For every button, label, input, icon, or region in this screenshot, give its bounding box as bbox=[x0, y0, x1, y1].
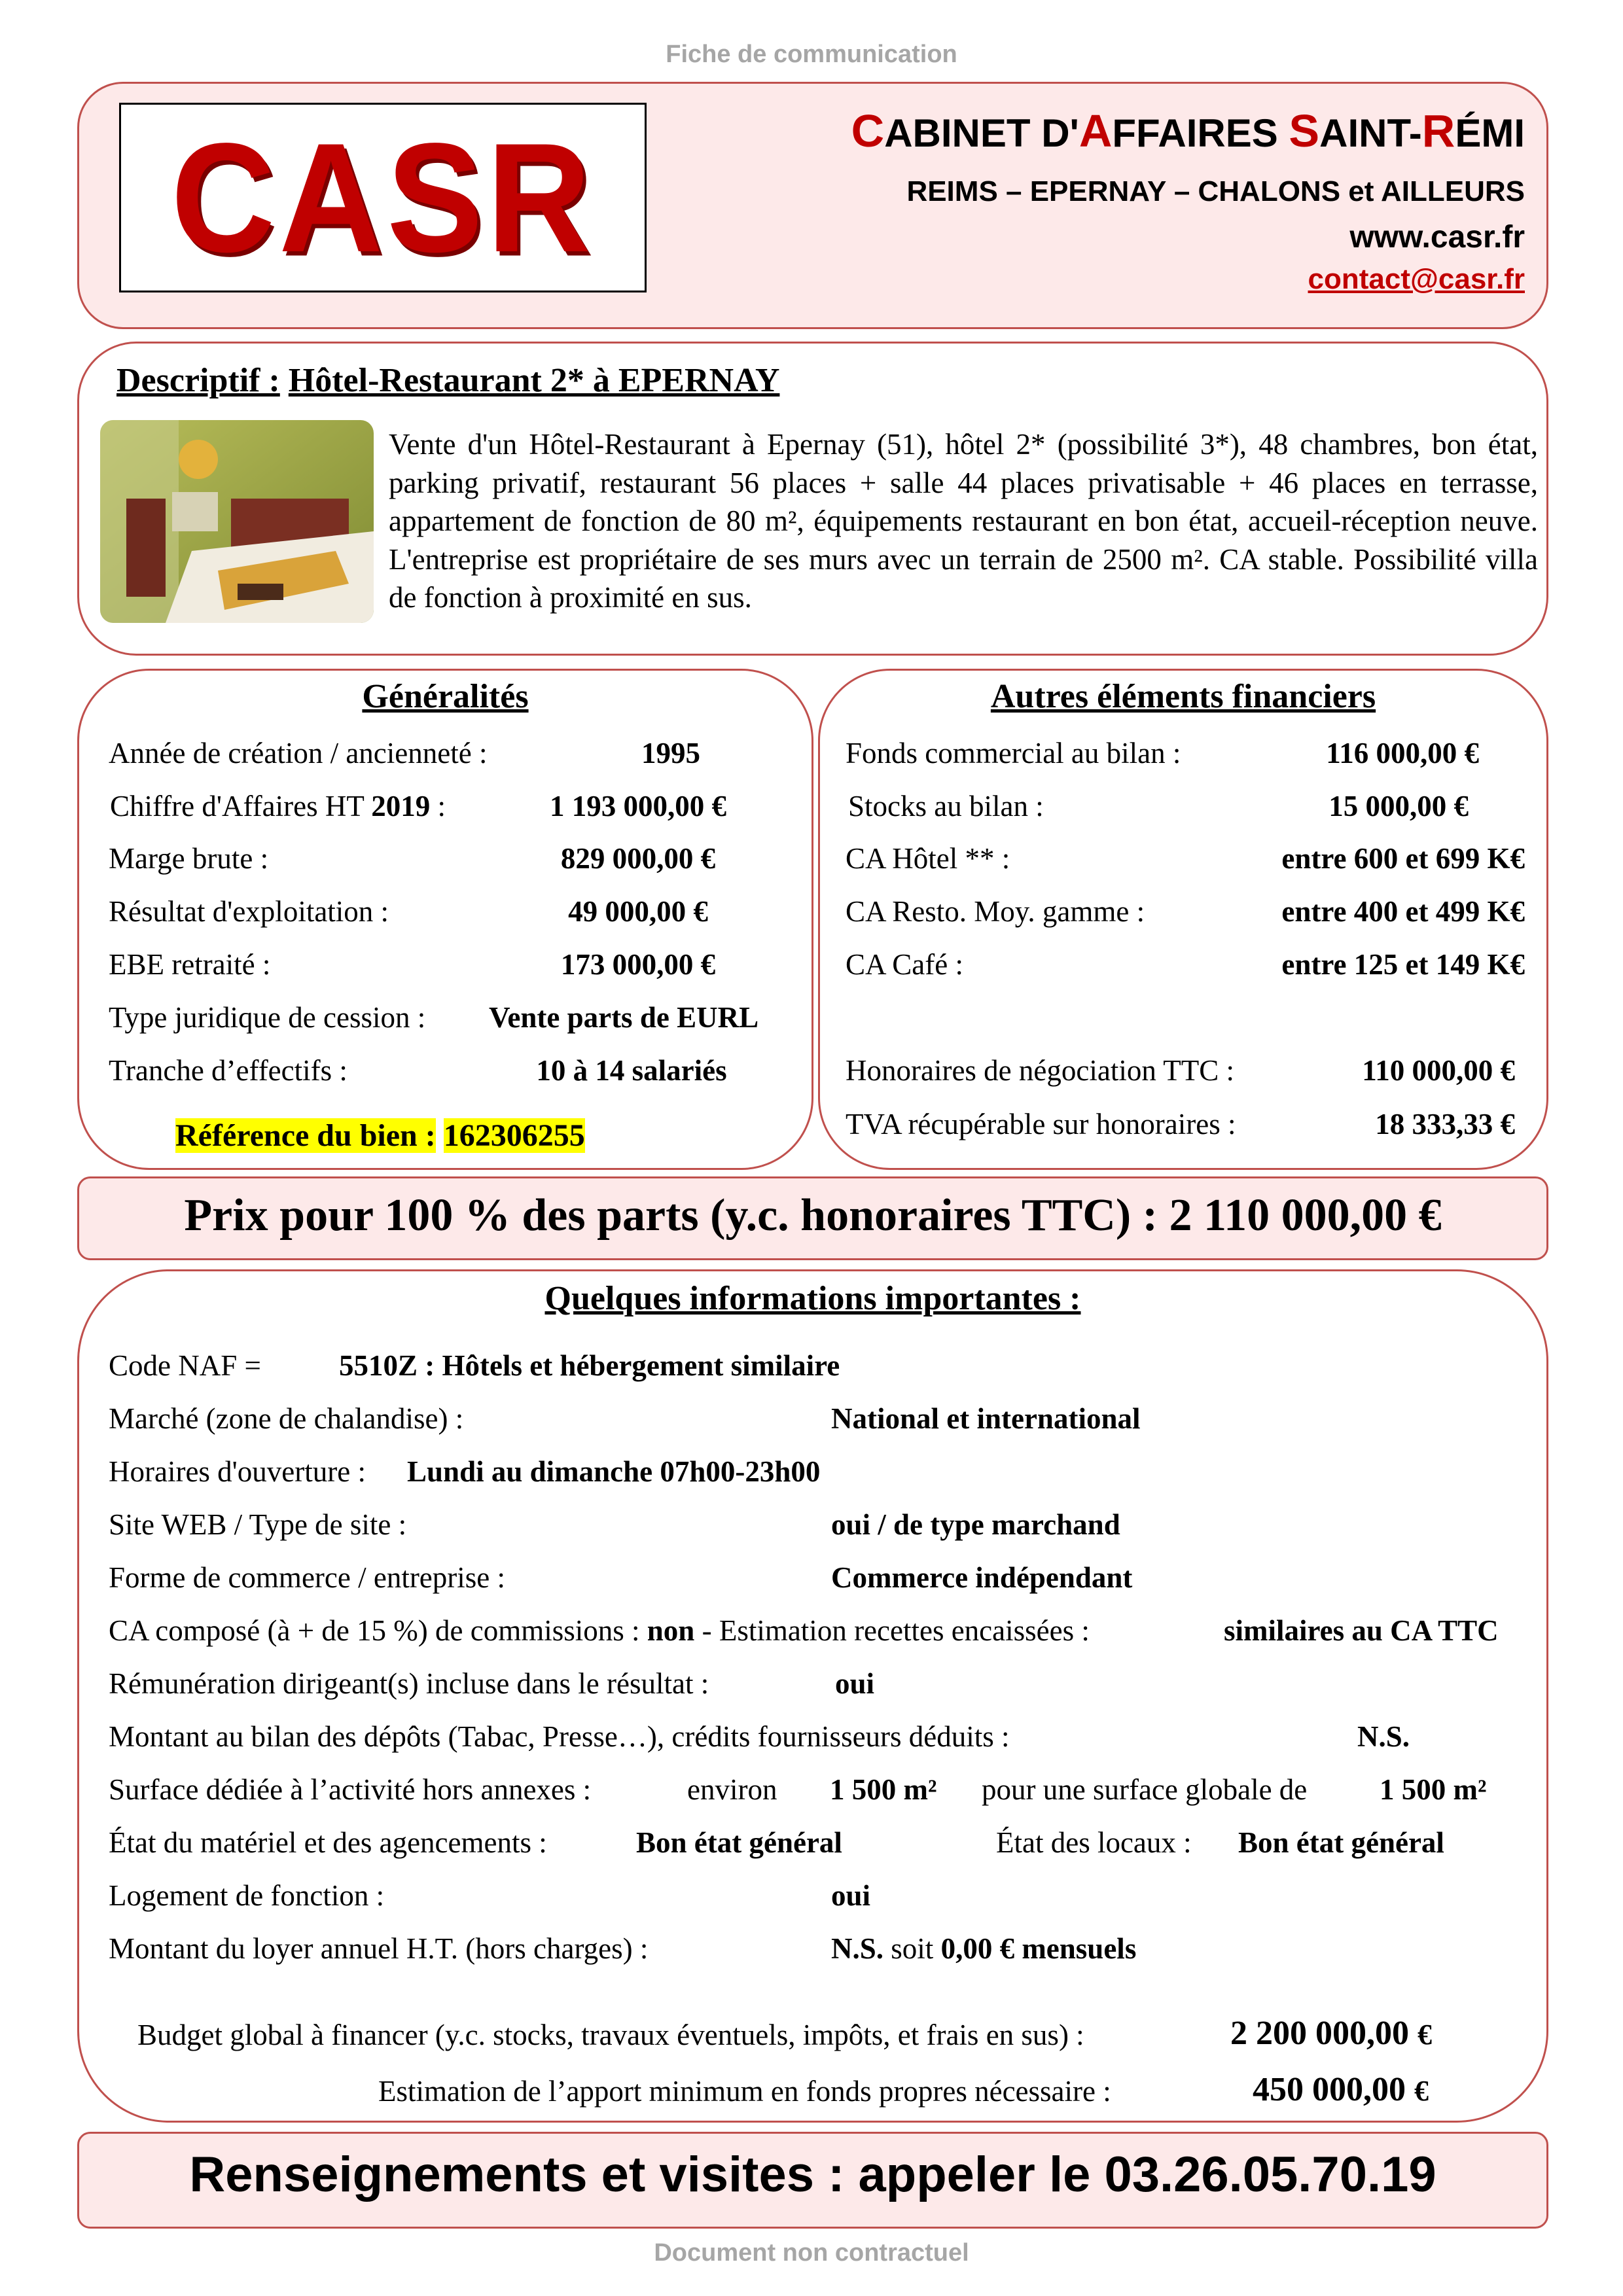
descriptif-text: Vente d'un Hôtel-Restaurant à Epernay (51), hôtel 2* (possibilité 3*), 48 chambres, bon état, parking privatif, restaurant 56 places + salle 44 places privatisable + 46 places en terrasse, appartement de fonction de 80 m², équipements restaurant en bon état, accueil-réception neuve. L'entreprise est propriétaire de ses murs avec un terrain de 2500 m². CA stable. Possibilité villa de fonction à proximité en sus. bbox=[389, 428, 1538, 614]
surface-label: Surface dédiée à l’activité hors annexes : bbox=[109, 1773, 592, 1806]
autres-row-label: Honoraires de négociation TTC : bbox=[846, 1054, 1235, 1087]
forme-value: Commerce indépendant bbox=[831, 1561, 1133, 1594]
budget-label: Budget global à financer (y.c. stocks, travaux éventuels, impôts, et frais en sus) : bbox=[137, 2019, 1084, 2051]
gen-row-value: Vente parts de EURL bbox=[489, 1001, 759, 1034]
materiel-label: État du matériel et des agencements : bbox=[109, 1826, 547, 1859]
autres-row-value: entre 125 et 149 K€ bbox=[1281, 948, 1525, 981]
autres-row-label: TVA récupérable sur honoraires : bbox=[846, 1108, 1236, 1140]
materiel-value: Bon état général bbox=[636, 1826, 842, 1859]
estimation-value: similaires au CA TTC bbox=[1224, 1614, 1499, 1647]
top-caption: Fiche de communication bbox=[666, 41, 957, 68]
autres-row-value: 18 333,33 € bbox=[1375, 1108, 1515, 1140]
infos-title: Quelques informations importantes : bbox=[544, 1280, 1081, 1317]
gen-row-value: 829 000,00 € bbox=[560, 842, 716, 875]
forme-label: Forme de commerce / entreprise : bbox=[109, 1561, 506, 1594]
autres-row-value: entre 400 et 499 K€ bbox=[1281, 895, 1525, 928]
horaires-value: Lundi au dimanche 07h00-23h00 bbox=[407, 1455, 821, 1488]
gen-row-label: Année de création / ancienneté : bbox=[109, 737, 488, 769]
surface-globale-value: 1 500 m² bbox=[1380, 1773, 1487, 1806]
surface-environ: environ bbox=[687, 1773, 777, 1806]
logo-text: CASR bbox=[171, 110, 595, 285]
surface-globale-label: pour une surface globale de bbox=[982, 1773, 1308, 1806]
logement-value: oui bbox=[831, 1879, 871, 1912]
logement-label: Logement de fonction : bbox=[109, 1879, 385, 1912]
gen-row-value: 10 à 14 salariés bbox=[536, 1054, 727, 1087]
logo bbox=[119, 103, 647, 292]
naf-label: Code NAF = bbox=[109, 1349, 261, 1382]
autres-row-label: CA Café : bbox=[846, 948, 963, 981]
gen-row-label: EBE retraité : bbox=[109, 948, 271, 981]
remuneration-value: oui bbox=[835, 1667, 875, 1700]
gen-row-label: Marge brute : bbox=[109, 842, 269, 875]
gen-row-label: Chiffre d'Affaires HT 2019 : bbox=[110, 790, 446, 822]
apport-label: Estimation de l’apport minimum en fonds propres nécessaire : bbox=[378, 2075, 1111, 2108]
gen-row-value: 49 000,00 € bbox=[568, 895, 708, 928]
gen-row-label: Type juridique de cession : bbox=[109, 1001, 426, 1034]
loyer-value-row: N.S. soit 0,00 € mensuels bbox=[831, 1932, 1137, 1965]
autres-row-value: 110 000,00 € bbox=[1362, 1054, 1515, 1087]
autres-row-label: CA Hôtel ** : bbox=[846, 842, 1010, 875]
autres-title: Autres éléments financiers bbox=[990, 678, 1376, 715]
email-link[interactable]: contact@casr.fr bbox=[1308, 263, 1525, 295]
marche-value: National et international bbox=[831, 1402, 1141, 1435]
gen-row-value: 173 000,00 € bbox=[560, 948, 716, 981]
company-name: CABINET D'AFFAIRES SAINT-RÉMI bbox=[851, 105, 1525, 156]
gen-row-value: 1 193 000,00 € bbox=[550, 790, 726, 822]
ca-commissions-row: CA composé (à + de 15 %) de commissions : non - Estimation recettes encaissées : bbox=[109, 1614, 1090, 1647]
surface-value: 1 500 m² bbox=[830, 1773, 937, 1806]
loyer-label: Montant du loyer annuel H.T. (hors charges) : bbox=[109, 1932, 649, 1965]
reference-badge: Référence du bien : 162306255 bbox=[175, 1118, 585, 1153]
descriptif-heading: Descriptif : Hôtel-Restaurant 2* à EPERNAY bbox=[116, 362, 780, 399]
hotel-room-photo bbox=[100, 420, 374, 623]
website-link[interactable]: www.casr.fr bbox=[1349, 220, 1525, 255]
autres-row-label: Fonds commercial au bilan : bbox=[846, 737, 1181, 769]
gen-row-value: 1995 bbox=[641, 737, 700, 769]
autres-row-label: CA Resto. Moy. gamme : bbox=[846, 895, 1145, 928]
locaux-value: Bon état général bbox=[1238, 1826, 1444, 1859]
contact-text: Renseignements et visites : appeler le 03.26.05.70.19 bbox=[189, 2147, 1436, 2202]
naf-value: 5510Z : Hôtels et hébergement similaire bbox=[339, 1349, 840, 1382]
generalites-title: Généralités bbox=[362, 678, 529, 715]
gen-row-label: Résultat d'exploitation : bbox=[109, 895, 389, 928]
marche-label: Marché (zone de chalandise) : bbox=[109, 1402, 464, 1435]
prix-text: Prix pour 100 % des parts (y.c. honoraires TTC) : 2 110 000,00 € bbox=[184, 1190, 1442, 1241]
depots-label: Montant au bilan des dépôts (Tabac, Presse…), crédits fournisseurs déduits : bbox=[109, 1720, 1010, 1753]
site-label: Site WEB / Type de site : bbox=[109, 1508, 407, 1541]
site-value: oui / de type marchand bbox=[831, 1508, 1120, 1541]
budget-value: 2 200 000,00 € bbox=[1230, 2015, 1432, 2052]
cities: REIMS – EPERNAY – CHALONS et AILLEURS bbox=[906, 175, 1525, 207]
locaux-label: État des locaux : bbox=[996, 1826, 1192, 1859]
autres-row-label: Stocks au bilan : bbox=[848, 790, 1044, 822]
remuneration-label: Rémunération dirigeant(s) incluse dans le résultat : bbox=[109, 1667, 709, 1700]
gen-row-label: Tranche d’effectifs : bbox=[109, 1054, 348, 1087]
autres-row-value: entre 600 et 699 K€ bbox=[1281, 842, 1525, 875]
horaires-label: Horaires d'ouverture : bbox=[109, 1455, 366, 1488]
apport-value: 450 000,00 € bbox=[1253, 2071, 1429, 2108]
depots-value: N.S. bbox=[1357, 1720, 1410, 1753]
autres-row-value: 116 000,00 € bbox=[1326, 737, 1479, 769]
bottom-caption: Document non contractuel bbox=[654, 2239, 969, 2267]
autres-row-value: 15 000,00 € bbox=[1329, 790, 1469, 822]
